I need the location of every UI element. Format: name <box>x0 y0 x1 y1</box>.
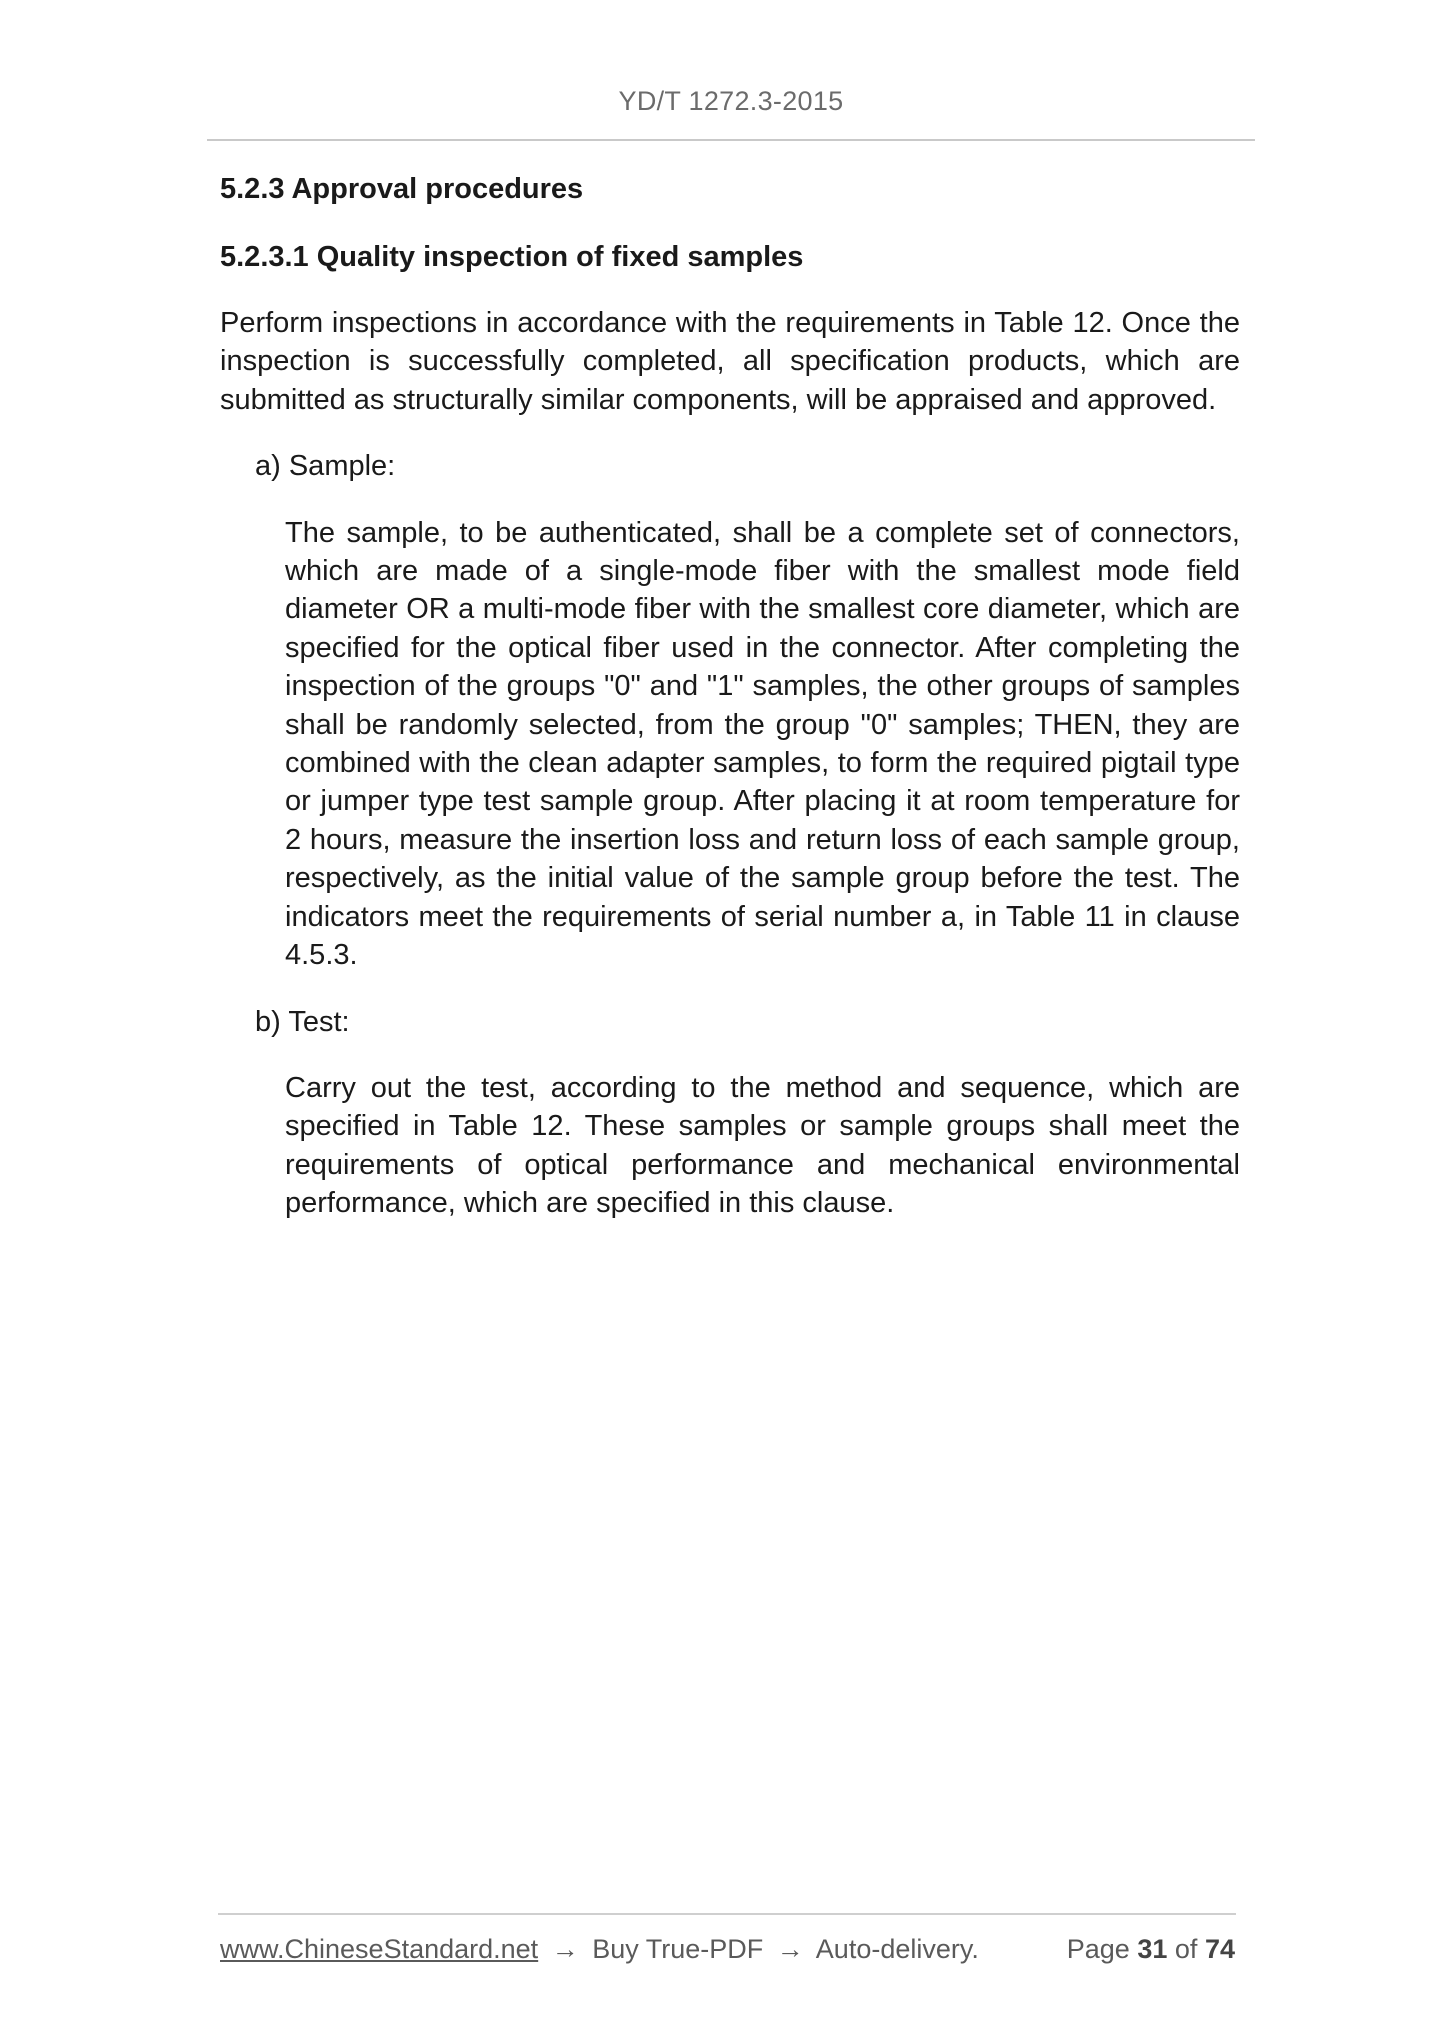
delivery-text: Auto-delivery. <box>815 1934 979 1964</box>
header-divider <box>207 139 1255 141</box>
buy-text: Buy True-PDF <box>592 1934 764 1964</box>
item-a-body: The sample, to be authenticated, shall be a complete set of connectors, which are made of a single-mode fiber with the smallest mode field diameter OR a multi-mode fiber with the smallest core diameter, which are specified for the optical fiber used in the connector. After completing the inspection of the groups "0" and "1" samples, the other groups of samples shall be randomly selected, from the group "0" samples; THEN, they are combined with the clean adapter samples, to form the required pigtail type or jumper type test sample group. After placing it at room temperature for 2 hours, measure the insertion loss and return loss of each sample group, respectively, as the initial value of the sample group before the test. The indicators meet the requirements of serial number a, in Table 11 in clause 4.5.3. <box>285 516 1240 972</box>
page-content <box>220 168 1240 1251</box>
website-link[interactable]: www.ChineseStandard.net <box>220 1934 539 1964</box>
item-a-label: a) Sample: <box>255 450 396 483</box>
page-of: of <box>1174 1934 1198 1964</box>
item-b-label: b) Test: <box>255 1005 350 1038</box>
arrow-right-icon: → <box>776 1934 804 1964</box>
footer-links <box>220 1934 979 1965</box>
page-number <box>1067 1934 1235 1965</box>
section-heading: 5.2.3 Approval procedures <box>220 173 584 205</box>
subsection-heading: 5.2.3.1 Quality inspection of fixed samples <box>220 241 804 273</box>
document-id-header: YD/T 1272.3-2015 <box>618 86 844 116</box>
page-footer <box>220 1934 1235 1965</box>
arrow-right-icon: → <box>551 1934 579 1964</box>
page-word: Page <box>1066 1934 1130 1964</box>
footer-divider <box>218 1913 1236 1915</box>
page-total: 74 <box>1204 1934 1235 1964</box>
page-current: 31 <box>1137 1934 1168 1964</box>
intro-paragraph: Perform inspections in accordance with the requirements in Table 12. Once the inspection is successfully completed, all specification products, which are submitted as structurally similar components, will be appraised and approved. <box>220 307 1240 416</box>
item-b-body: Carry out the test, according to the method and sequence, which are specified in Table 12. These samples or sample groups shall meet the requirements of optical performance and mechanical environmental performance, which are specified in this clause. <box>285 1071 1240 1220</box>
